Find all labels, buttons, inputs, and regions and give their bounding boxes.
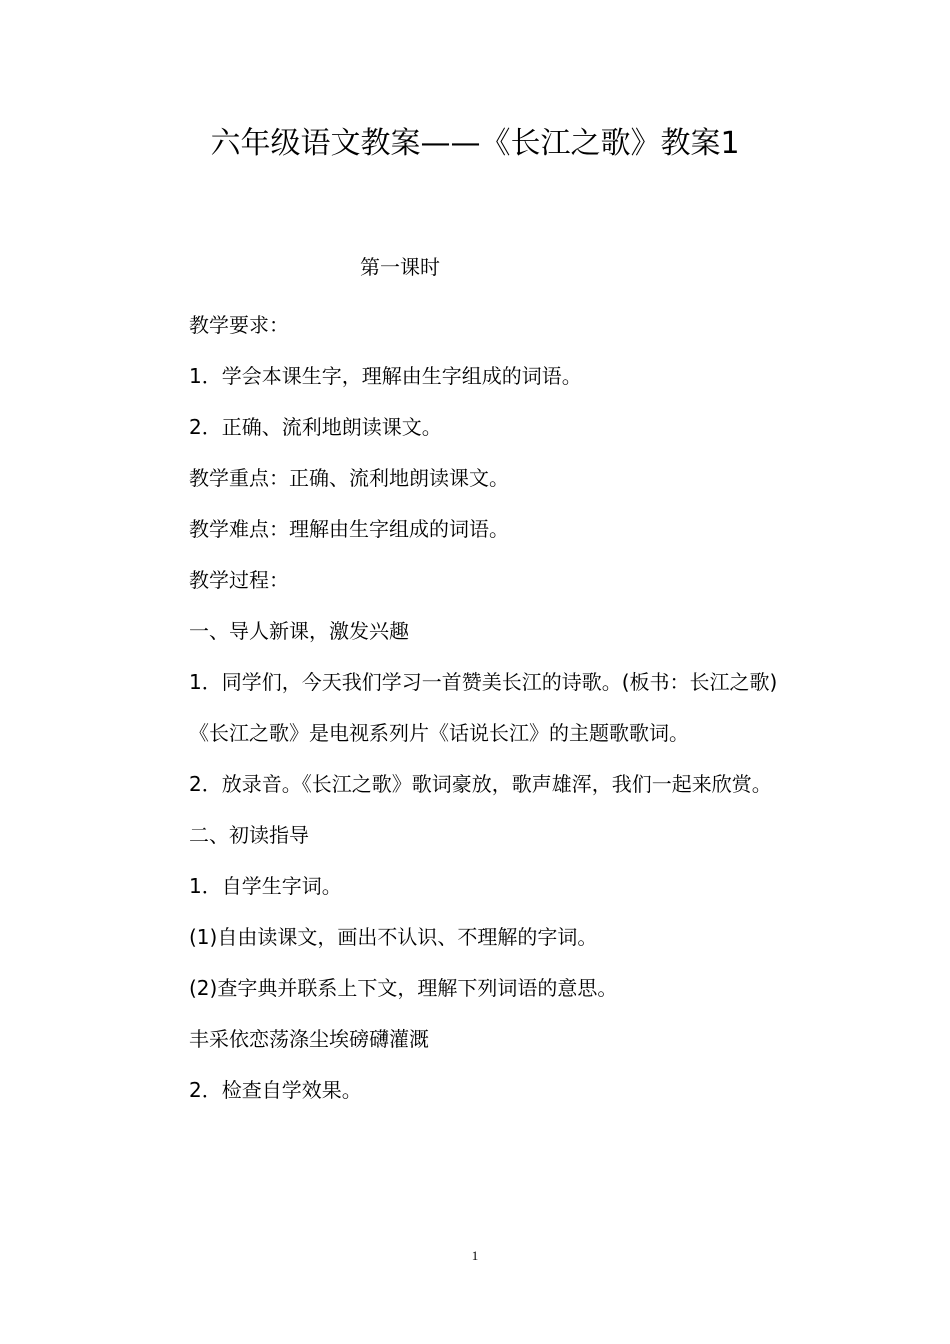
paragraph: 1．学会本课生字，理解由生字组成的词语。 <box>189 364 582 388</box>
document-body <box>145 300 810 1116</box>
paragraph: 2．检查自学效果。 <box>189 1078 362 1102</box>
paragraph: (1)自由读课文，画出不认识、不理解的字词。 <box>189 925 598 949</box>
paragraph: 1．自学生字词。 <box>189 874 342 898</box>
lesson-heading: 第一课时 <box>360 255 440 279</box>
paragraph: 一、导人新课，激发兴趣 <box>189 619 409 643</box>
page-number: 1 <box>471 1248 479 1263</box>
paragraph: 《长江之歌》是电视系列片《话说长江》的主题歌歌词。 <box>189 721 689 745</box>
paragraph: 教学重点：正确、流利地朗读课文。 <box>189 466 509 490</box>
paragraph: 1．同学们，今天我们学习一首赞美长江的诗歌。(板书：长江之歌) <box>189 670 778 694</box>
document-title: 六年级语文教案——《长江之歌》教案1 <box>210 126 740 161</box>
paragraph: (2)查字典并联系上下文，理解下列词语的意思。 <box>189 976 618 1000</box>
paragraph: 教学过程： <box>189 568 289 592</box>
paragraph: 教学要求： <box>189 313 289 337</box>
paragraph: 2．放录音。《长江之歌》歌词豪放，歌声雄浑，我们一起来欣赏。 <box>189 772 772 796</box>
paragraph: 2．正确、流利地朗读课文。 <box>189 415 442 439</box>
paragraph: 二、初读指导 <box>189 823 309 847</box>
paragraph: 丰采依恋荡涤尘埃磅礴灌溉 <box>189 1027 429 1051</box>
paragraph: 教学难点：理解由生字组成的词语。 <box>189 517 509 541</box>
